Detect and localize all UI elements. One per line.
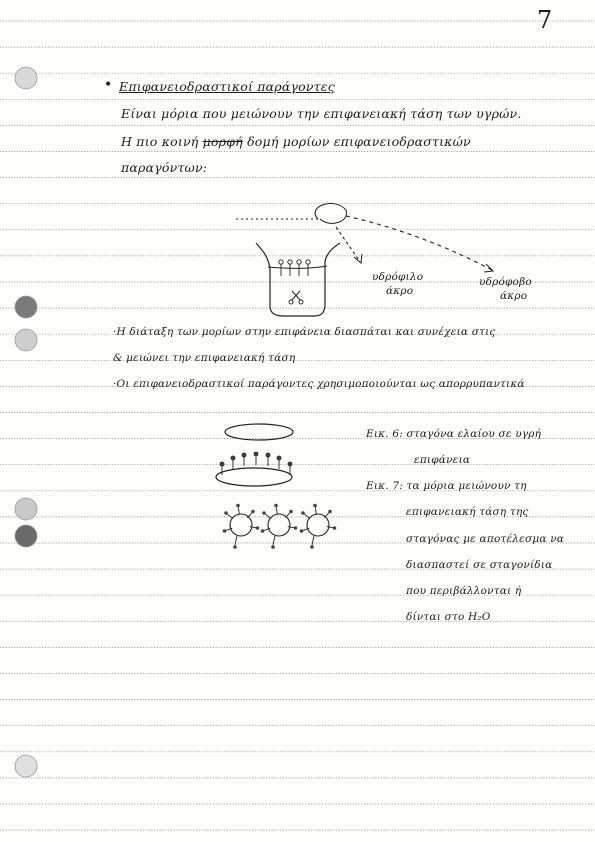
note-line-1: ·Η διάταξη των μορίων στην επιφάνεια διασπάται και συνέχεια στις [113,326,496,338]
definition-line-2-word: κοινή [161,134,199,149]
coated-droplet-icon [216,468,292,486]
page-number: 7 [537,6,553,34]
section-bullet: • [104,77,113,93]
scissors-handle [299,300,303,304]
molecule-head-icon [233,545,237,549]
molecule-head-icon [279,260,283,264]
note-line-3: ·Οι επιφανειοδραστικοί παράγοντες χρησιμοποιούνται ως απορρυπαντικά [113,378,525,390]
molecule-head-icon [306,260,310,264]
molecule-head-icon [266,453,270,457]
molecule-head-icon [236,504,240,508]
punch-hole [15,329,37,351]
label-hydrophobic-1: υδρόφοβο [479,276,532,288]
molecule-head-icon [231,456,235,460]
fig7-caption-5: που περιβάλλονται ή [406,585,522,597]
fig7-caption-1: Εικ. 7: τα μόρια μειώνουν τη [366,480,527,492]
molecule-head-icon [224,511,228,515]
surfactant-head-icon [315,203,346,223]
molecule-tail [228,514,234,518]
molecule-tail [235,536,237,545]
definition-line-2-prefix: Η πιο [121,134,158,149]
molecule-head-icon [333,526,337,530]
definition-line-1: Είναι μόρια που μειώνουν την επιφανειακή τάση των υγρών. [121,106,522,121]
molecule-head-icon [328,510,332,514]
molecule-tail [305,514,311,518]
label-hydrophobic-2: άκρο [500,290,528,302]
punch-hole [15,755,37,777]
liquid-surface [268,266,327,268]
punch-hole [15,498,37,520]
fig7-caption-3: σταγόνας με αποτέλεσμα να [406,533,565,545]
fig7-caption-6: δίνται στο H₂O [406,611,491,623]
molecule-head-icon [261,529,265,533]
arrow-hydrophobic [346,216,492,270]
molecule-tail [273,536,275,545]
molecule-tail [238,507,239,514]
punch-hole [15,67,37,89]
droplet-fragment-icon [307,514,329,536]
definition-line-2 [121,134,471,149]
molecule-head-icon [277,456,281,460]
molecule-head-icon [223,529,227,533]
molecule-head-icon [294,526,298,530]
molecule-head-icon [310,545,314,549]
molecule-tail [327,527,333,528]
scissors-handle [289,300,293,304]
beaker-icon [256,243,340,316]
molecule-head-icon [301,511,305,515]
molecule-head-icon [288,260,292,264]
definition-line-2-suffix: δομή μορίων επιφανειοδραστικών [247,134,471,149]
definition-line-2-struck: μορφή [202,134,243,149]
molecule-tail [250,527,256,528]
molecule-head-icon [256,526,260,530]
molecule-tail [266,514,272,518]
molecule-head-icon [242,453,246,457]
molecule-head-icon [297,260,301,264]
note-line-2: & μειώνει την επιφανειακή τάση [113,352,296,364]
molecule-head-icon [220,462,224,466]
fig6-caption-2: επιφάνεια [414,454,471,466]
label-hydrophilic-1: υδρόφιλο [372,271,424,283]
molecule-head-icon [254,452,258,456]
definition-line-3: παραγόντων: [121,160,208,175]
molecule-head-icon [288,462,292,466]
droplet-fragment-icon [230,514,252,536]
molecule-head-icon [289,510,293,514]
punch-hole [15,296,37,318]
arrow-hydrophilic [336,227,360,262]
droplet-fragment-icon [268,514,290,536]
molecule-tail [288,527,294,528]
scissors-icon [292,291,300,300]
molecule-head-icon [274,504,278,508]
molecule-tail [276,507,277,514]
fig7-caption-4: διασπαστεί σε σταγονίδια [406,559,553,571]
punch-hole [15,525,37,547]
oil-droplet-icon [225,424,293,440]
molecule-tail [312,536,314,545]
fig7-caption-2: επιφανειακή τάση της [406,506,529,518]
section-title: Επιφανειοδραστικοί παράγοντες [119,79,335,94]
arrowhead-icon [484,264,493,272]
molecule-tail [315,507,316,514]
label-hydrophilic-2: άκρο [386,285,414,297]
molecule-head-icon [271,545,275,549]
molecule-head-icon [262,511,266,515]
fig6-caption-1: Εικ. 6: σταγόνα ελαίου σε υγρή [366,428,542,440]
molecule-head-icon [300,529,304,533]
molecule-head-icon [251,510,255,514]
molecule-head-icon [313,504,317,508]
